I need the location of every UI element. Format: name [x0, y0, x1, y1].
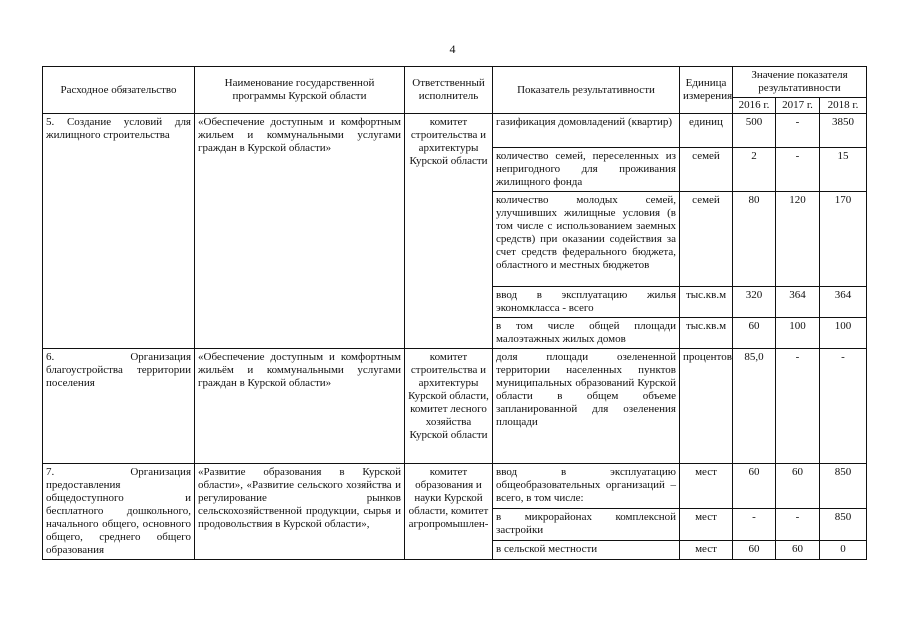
value-2018: 3850: [820, 114, 867, 148]
indicator-cell: в микрорайонах комплексной застройки: [493, 509, 680, 541]
value-2016: 60: [733, 541, 776, 560]
header-values: Значение показателя результативности: [733, 67, 867, 98]
value-2017: -: [776, 148, 820, 192]
value-2017: -: [776, 114, 820, 148]
value-2016: 60: [733, 464, 776, 509]
table-row: [43, 114, 867, 148]
header-program: Наименование государственной программы Курской области: [195, 67, 405, 114]
unit-cell: семей: [680, 148, 733, 192]
indicator-cell: ввод в эксплуатацию общеобразовательных организаций – всего, в том числе:: [493, 464, 680, 509]
table-row: [43, 349, 867, 464]
header-obligation: Расходное обязательство: [43, 67, 195, 114]
unit-cell: мест: [680, 464, 733, 509]
value-2017: 364: [776, 287, 820, 318]
page-number: 4: [449, 42, 456, 56]
value-2017: 60: [776, 541, 820, 560]
unit-cell: тыс.кв.м: [680, 318, 733, 349]
unit-cell: единиц: [680, 114, 733, 148]
program-cell: «Обеспечение доступным и комфортным жильём и коммунальными услугами граждан в Курской области»: [195, 349, 405, 464]
unit-cell: мест: [680, 509, 733, 541]
table-row: [43, 464, 867, 509]
value-2018: 100: [820, 318, 867, 349]
value-2017: 100: [776, 318, 820, 349]
indicator-cell: доля площади озелененной территории населенных пунктов муниципальных образований Курской области в общем объеме запланированной для озеленения площади: [493, 349, 680, 464]
header-year-2018: 2018 г.: [820, 98, 867, 114]
header-executor: Ответственный исполнитель: [405, 67, 493, 114]
program-cell: «Обеспечение доступным и комфортным жильем и коммунальными услугами граждан в Курской области»: [195, 114, 405, 349]
value-2018: -: [820, 349, 867, 464]
indicators-table: [42, 66, 867, 560]
indicator-cell: ввод в эксплуатацию жилья экономкласса - всего: [493, 287, 680, 318]
value-2016: 85,0: [733, 349, 776, 464]
unit-cell: семей: [680, 192, 733, 287]
obligation-cell: 5. Создание условий для жилищного строительства: [43, 114, 195, 349]
indicator-cell: количество молодых семей, улучшивших жилищные условия (в том числе с использованием заемных средств) при оказании содействия за счет средств федерального бюджета, областного и местных бюджетов: [493, 192, 680, 287]
indicator-cell: в сельской местности: [493, 541, 680, 560]
obligation-cell: 6. Организация благоустройства территории поселения: [43, 349, 195, 464]
value-2017: -: [776, 509, 820, 541]
executor-cell: комитет строительства и архитектуры Курской области: [405, 114, 493, 349]
program-cell: «Развитие образования в Курской области», «Развитие сельского хозяйства и регулирование рынков сельскохозяйственной продукции, сырья и продовольствия в Курской области»,: [195, 464, 405, 560]
unit-cell: тыс.кв.м: [680, 287, 733, 318]
value-2016: 320: [733, 287, 776, 318]
value-2018: 850: [820, 509, 867, 541]
obligation-cell: 7. Организация предоставления общедоступного и бесплатного дошкольного, начального общего, основного общего, среднего общего образования: [43, 464, 195, 560]
value-2017: 120: [776, 192, 820, 287]
value-2016: -: [733, 509, 776, 541]
value-2017: 60: [776, 464, 820, 509]
value-2018: 364: [820, 287, 867, 318]
value-2017: -: [776, 349, 820, 464]
value-2018: 15: [820, 148, 867, 192]
indicator-cell: количество семей, переселенных из непригодного для проживания жилищного фонда: [493, 148, 680, 192]
indicator-cell: в том числе общей площади малоэтажных жилых домов: [493, 318, 680, 349]
value-2018: 170: [820, 192, 867, 287]
value-2018: 0: [820, 541, 867, 560]
executor-cell: комитет образования и науки Курской области, комитет агропромышлен-: [405, 464, 493, 560]
value-2018: 850: [820, 464, 867, 509]
value-2016: 60: [733, 318, 776, 349]
header-unit: Единица измерения: [680, 67, 733, 114]
indicator-cell: газификация домовладений (квартир): [493, 114, 680, 148]
value-2016: 80: [733, 192, 776, 287]
header-year-2017: 2017 г.: [776, 98, 820, 114]
header-indicator: Показатель результативности: [493, 67, 680, 114]
value-2016: 2: [733, 148, 776, 192]
unit-cell: процентов: [680, 349, 733, 464]
header-year-2016: 2016 г.: [733, 98, 776, 114]
unit-cell: мест: [680, 541, 733, 560]
value-2016: 500: [733, 114, 776, 148]
executor-cell: комитет строительства и архитектуры Курской области, комитет лесного хозяйства Курской области: [405, 349, 493, 464]
table-header: [43, 67, 867, 114]
